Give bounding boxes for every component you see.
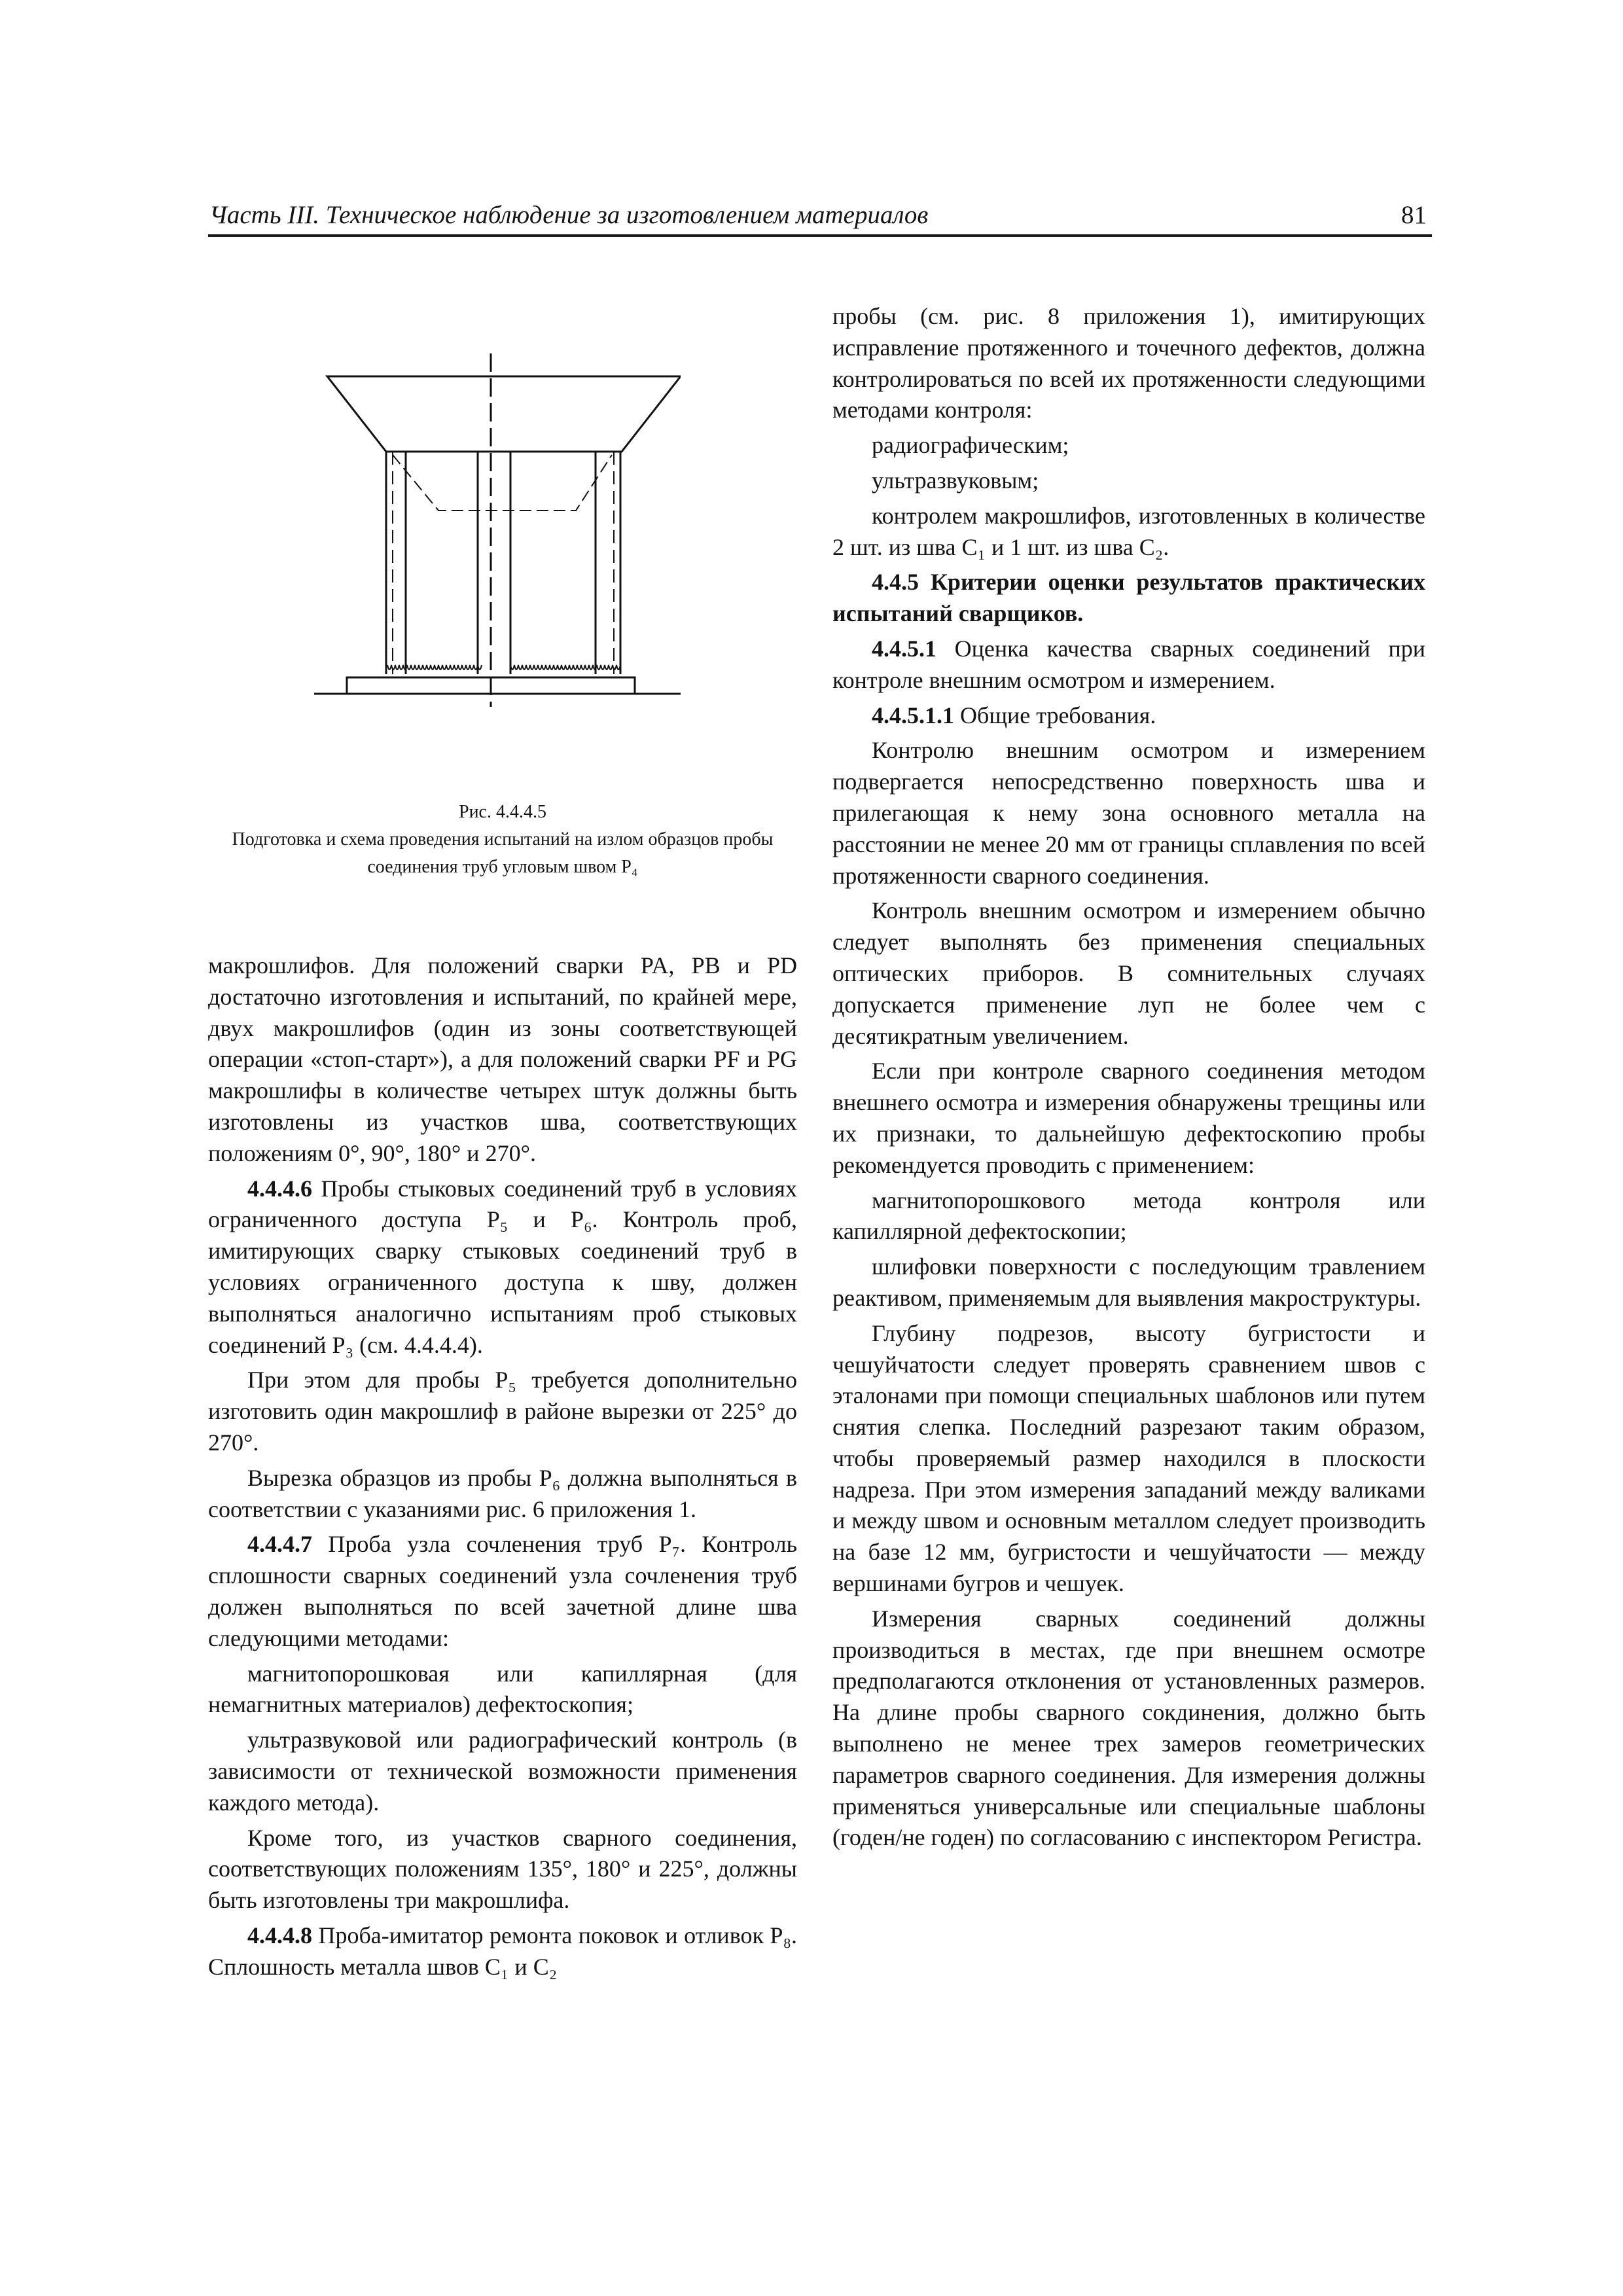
paragraph-text: Вырезка образцов из пробы P₆ должна выполняться в соответствии с указаниями рис. 6 приложения 1. [208,1464,797,1522]
paragraph [832,1056,1425,1181]
list-item-text: шлифовки поверхности с последующим травлением реактивом, применяемым для выявления макроструктуры. [832,1253,1425,1311]
paragraph [208,1365,797,1458]
figure-caption-text: Подготовка и схема проведения испытаний на излом образцов пробы соединения труб угловым швом P₄ [232,829,774,877]
paragraph-text: Измерения сварных соединений должны производиться в местах, где при внешнем осмотре предполагаются отклонения от установленных размеров. На длине пробы сварного сокдинения, должно быть выполнено не менее трех замеров геометрических параметров сварного соединения. Для измерения должны применяться универсальные или специальные шаблоны (годен/не годен) по согласованию с инспектором Регистра. [832,1605,1425,1851]
list-item-text: контролем макрошлифов, изготовленных в количестве 2 шт. из шва C₁ и 1 шт. из шва C₂. [832,502,1425,560]
paragraph [208,1823,797,1916]
paragraph [832,301,1425,426]
paragraph-text: Проба узла сочленения труб P₇. Контроль сплошности сварных соединений узла сочленения труб должен выполняться по всей зачетной длине шва следующими методами: [208,1531,797,1651]
paragraph [832,700,1425,732]
paragraph-text: Проба-имитатор ремонта поковок и отливок P₈. Сплошность металла швов C₁ и C₂ [208,1922,797,1980]
page-number: 81 [1401,201,1427,229]
paragraph-text: пробы (см. рис. 8 приложения 1), имитирующих исправление протяженного и точечного дефектов, должна контролироваться по всей их протяженности следующими методами контроля: [832,303,1425,423]
list-item [832,501,1425,564]
paragraph-text: Контролю внешним осмотром и измерением подвергается непосредственно поверхность шва и прилегающая к нему зона основного металла на расстоянии не менее 20 мм от границы сплавления по всей протяженности сварного соединения. [832,737,1425,889]
list-item-text: радиографическим; [872,432,1069,459]
list-item [832,465,1425,497]
paragraph-text: Пробы стыковых соединений труб в условиях ограниченного доступа P₅ и P₆. Контроль проб, имитирующих сварку стыковых соединений труб в условиях ограниченного доступа к шву, должен выполняться аналогично испытаниям проб стыковых соединений P₃ (см. 4.4.4.4). [208,1175,797,1358]
paragraph-text: При этом для пробы P₅ требуется дополнительно изготовить один макрошлиф в районе вырезки от 225° до 270°. [208,1367,797,1456]
list-item-text: магнитопорошковая или капиллярная (для немагнитных материалов) дефектоскопия; [208,1660,797,1718]
paragraph [208,950,797,1170]
paragraph [208,1463,797,1526]
section-number: 4.4.4.8 [247,1922,312,1948]
left-column [208,950,797,1983]
paragraph [208,1529,797,1654]
paragraph-text: макрошлифов. Для положений сварки PA, PB и PD достаточно изготовления и испытаний, по крайней мере, двух макрошлифов (один из зоны соответствующей операции «стоп-старт»), а для положений сварки PF и PG макрошлифы в количестве четырех штук должны быть изготовлены из участков шва, соответствующих положениям 0°, 90°, 180° и 270°. [208,952,797,1166]
paragraph [832,1318,1425,1600]
paragraph [832,895,1425,1052]
paragraph-text: Глубину подрезов, высоту бугристости и чешуйчатости следует проверять сравнением швов с эталонами при помощи специальных шаблонов или путем снятия слепка. Последний разрезают таким образом, чтобы проверяемый размер находился в плоскости надреза. При этом измерения западаний между валиками и между швом и основным металлом следует производить на базе 12 мм, бугристости и чешуйчатости — между вершинами бугров и чешуек. [832,1319,1425,1597]
list-item [832,1185,1425,1248]
paragraph-text: Оценка качества сварных соединений при контроле внешним осмотром и измерением. [832,635,1425,693]
section-heading [832,567,1425,630]
list-item [208,1725,797,1818]
list-item-text: ультразвуковым; [872,467,1039,493]
list-item [208,1659,797,1721]
section-number: 4.4.5.1 [872,635,936,662]
list-item [832,430,1425,461]
section-heading-text: 4.4.5 Критерии оценки результатов практических испытаний сварщиков. [832,569,1425,627]
paragraph [208,1920,797,1983]
right-column [832,301,1425,1854]
section-number: 4.4.4.7 [247,1531,312,1558]
figure-caption [208,798,797,881]
paragraph [832,735,1425,891]
paragraph [832,1604,1425,1854]
paragraph [208,1174,797,1361]
running-header [208,196,1432,237]
paragraph-text: Общие требования. [954,702,1156,728]
figure-number: Рис. 4.4.4.5 [459,802,546,822]
paragraph [832,634,1425,696]
section-number: 4.4.5.1.1 [872,702,954,728]
paragraph-text: Кроме того, из участков сварного соединения, соответствующих положениям 135°, 180° и 225°, должны быть изготовлены три макрошлифа. [208,1824,797,1914]
figure-pipe-joint-diagram [314,353,681,707]
list-item [832,1251,1425,1314]
paragraph-text: Контроль внешним осмотром и измерением обычно следует выполнять без применения специальных оптических приборов. В сомнительных случаях допускается применение луп не более чем с десятикратным увеличением. [832,897,1425,1049]
list-item-text: ультразвуковой или радиографический контроль (в зависимости от технической возможности применения каждого метода). [208,1727,797,1816]
pipe-joint-drawing [314,353,681,707]
section-number: 4.4.4.6 [247,1175,312,1202]
list-item-text: магнитопорошкового метода контроля или капиллярной дефектоскопии; [832,1187,1425,1245]
header-title: Часть III. Техническое наблюдение за изготовлением материалов [209,201,929,229]
paragraph-text: Если при контроле сварного соединения методом внешнего осмотра и измерения обнаружены трещины или их признаки, то дальнейшую дефектоскопию пробы рекомендуется проводить с применением: [832,1058,1425,1178]
